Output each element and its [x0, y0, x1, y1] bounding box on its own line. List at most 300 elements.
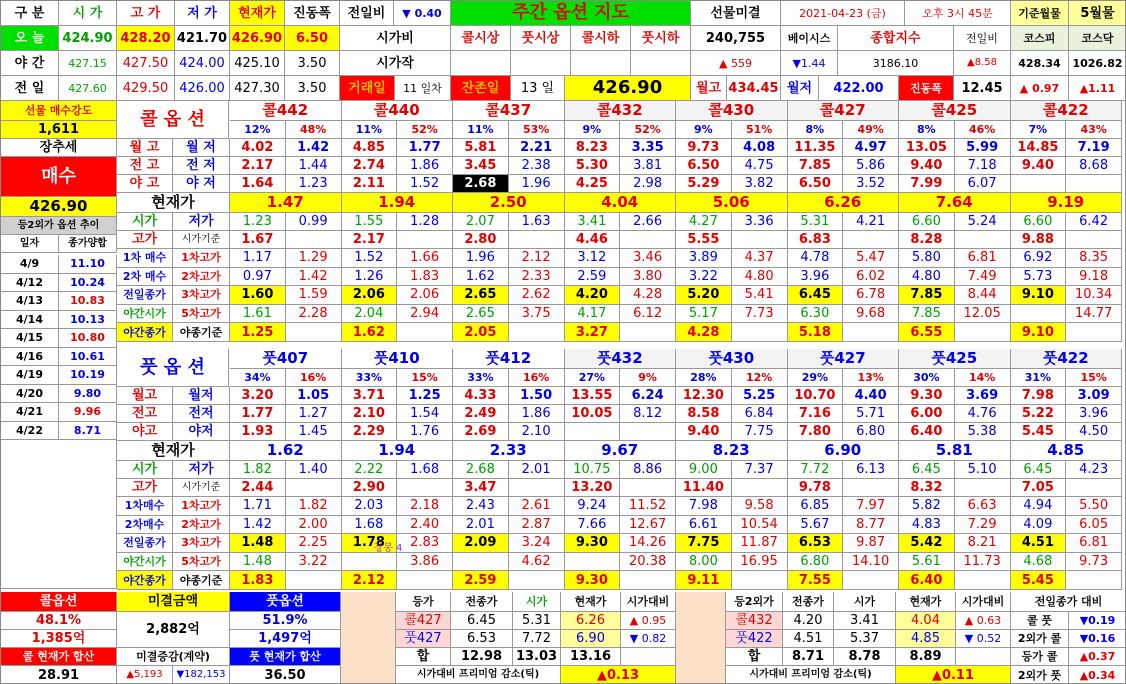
night-low: 1.52 — [397, 175, 453, 193]
t2-foot-label: 시가대비 프리미엄 감소(틱) — [726, 666, 896, 684]
pct-2: 12% — [732, 369, 788, 387]
opt-col-2: 콜시하 — [571, 26, 631, 51]
blank — [397, 231, 453, 249]
prev-high: 6.00 — [899, 405, 955, 423]
option-name[interactable]: 콜425 — [899, 101, 1011, 121]
pct-2: 51% — [732, 121, 788, 139]
open-price: 9.00 — [676, 461, 732, 479]
row-val-right: 1.83 — [397, 268, 453, 287]
row-val-right: 1.42 — [286, 268, 342, 287]
prev-high: 8.58 — [676, 405, 732, 423]
chg-label: 미결증감(계약) — [117, 648, 230, 666]
row-val-right: 8.44 — [955, 286, 1011, 305]
row-val-left: 1.62 — [342, 323, 398, 342]
row-val-left: 6.45 — [788, 286, 844, 305]
hist-sum: 8.71 — [59, 422, 117, 441]
row-val-left: 7.98 — [676, 497, 732, 516]
prev-low: 1.86 — [397, 157, 453, 175]
option-name[interactable]: 풋425 — [899, 349, 1011, 369]
put-opt-label: 풋옵션 — [230, 592, 341, 612]
row-val-right: 3.75 — [509, 305, 565, 324]
open-price: 10.75 — [565, 461, 621, 479]
row-val-right: 2.12 — [509, 249, 565, 268]
open-price: 1.23 — [230, 213, 286, 231]
row-val-right: 5.41 — [732, 286, 788, 305]
row-val-right — [620, 571, 676, 590]
low-price: 5.24 — [955, 213, 1011, 231]
row-val-right: 6.02 — [843, 268, 899, 287]
month-low: 7.19 — [1066, 139, 1122, 157]
night-low — [620, 423, 676, 441]
kosdaq-change: ▲1.11 — [1069, 76, 1126, 101]
row-val-left: 5.82 — [899, 497, 955, 516]
low-price: 1.68 — [397, 461, 453, 479]
low-price: 6.13 — [843, 461, 899, 479]
call-sum: 28.91 — [1, 666, 117, 684]
month-low: 3.69 — [955, 387, 1011, 405]
row-0-go: 428.20 — [117, 26, 175, 51]
row-val-right: 4.37 — [732, 249, 788, 268]
t1-sum: 12.98 — [451, 648, 513, 666]
blank — [1066, 231, 1122, 249]
hist-date: 4/9 — [1, 255, 59, 274]
current-price: 9.19 — [1011, 193, 1123, 213]
total-amt: 2,882억 — [117, 612, 230, 648]
night-high: 5.29 — [676, 175, 732, 193]
blank — [732, 479, 788, 497]
row-val-right: 7.29 — [955, 516, 1011, 535]
header-jeo: 저 가 — [175, 1, 230, 26]
option-name[interactable]: 풋407 — [230, 349, 342, 369]
row-val-right: 9.58 — [732, 497, 788, 516]
row-0-si: 424.90 — [59, 26, 117, 51]
low-price: 5.10 — [955, 461, 1011, 479]
opt-blank-3 — [631, 51, 691, 76]
row-val-right — [509, 323, 565, 342]
t2-sum: 등가 콜 — [1011, 648, 1069, 666]
sub-hi-label: 야고 — [117, 423, 173, 441]
low-price: 3.36 — [732, 213, 788, 231]
high-price: 4.46 — [565, 231, 621, 249]
cur-label: 현재가 — [117, 193, 230, 213]
t1-head: 전종가 — [451, 592, 513, 612]
t2-sum: ▲0.37 — [1069, 648, 1126, 666]
row-label-right: 2차고가 — [173, 516, 230, 535]
row-label-left: 2차 매수 — [117, 268, 173, 287]
row-val-left: 1.83 — [230, 571, 286, 590]
night-low: 5.38 — [955, 423, 1011, 441]
index-label: 종합지수 — [838, 26, 954, 51]
row-val-left: 1.48 — [230, 534, 286, 553]
row-2-jeo: 426.00 — [175, 76, 230, 101]
hist-sum: 11.10 — [59, 255, 117, 274]
hist-date: 4/13 — [1, 292, 59, 311]
hist-date: 4/22 — [1, 422, 59, 441]
t2-cell: 콜432 — [726, 612, 783, 630]
basis-value: ▼1.44 — [781, 51, 838, 76]
row-val-right: 6.81 — [1066, 534, 1122, 553]
row-val-right: 3.46 — [620, 249, 676, 268]
row-val-left: 2.05 — [453, 323, 509, 342]
t2-head-prev: 전일종가 대비 — [1011, 592, 1126, 612]
month-low: 1.05 — [286, 387, 342, 405]
row-val-left: 6.53 — [788, 534, 844, 553]
put-sum-label: 풋 현재가 합산 — [230, 648, 341, 666]
t1-foot-label: 시가대비 프리미엄 감소(틱) — [396, 666, 561, 684]
night-high: 2.11 — [342, 175, 398, 193]
index-prev-label: 전일비 — [954, 26, 1011, 51]
high-price: 3.47 — [453, 479, 509, 497]
t1-cell: 6.45 — [451, 612, 513, 630]
index-change: ▲8.58 — [954, 51, 1011, 76]
header-si: 시 가 — [59, 1, 117, 26]
current-price: 6.90 — [788, 441, 900, 461]
row-val-left: 3.12 — [565, 249, 621, 268]
open-price: 5.31 — [788, 213, 844, 231]
hist-date: 4/19 — [1, 366, 59, 385]
call-opt-label: 콜옵션 — [1, 592, 117, 612]
open-price: 2.07 — [453, 213, 509, 231]
row-val-left: 3.22 — [676, 268, 732, 287]
night-low — [1066, 175, 1122, 193]
put-amt: 1,497억 — [230, 630, 341, 648]
hist-sum: 10.80 — [59, 329, 117, 348]
t1-foot-value: ▲0.13 — [561, 666, 676, 684]
prev-low: 1.54 — [397, 405, 453, 423]
row-val-left: 7.85 — [899, 286, 955, 305]
pct-2: 16% — [509, 369, 565, 387]
row-val-right: 14.77 — [1066, 305, 1122, 324]
row-val-right: 2.00 — [286, 516, 342, 535]
row-label-left: 1차매수 — [117, 497, 173, 516]
t2-cell: ▼0.16 — [1069, 630, 1126, 648]
pct-2: 52% — [397, 121, 453, 139]
month-high-value: 434.45 — [727, 76, 781, 101]
row-val-left: 9.11 — [676, 571, 732, 590]
row-val-left: 4.17 — [565, 305, 621, 324]
pct-1: 27% — [565, 369, 621, 387]
t2-cell: 2외가 콜 — [1011, 630, 1069, 648]
row-val-left: 1.60 — [230, 286, 286, 305]
row-val-right: 12.67 — [620, 516, 676, 535]
blank — [509, 479, 565, 497]
t2-cell: 4.20 — [783, 612, 834, 630]
t2-sum: 8.71 — [783, 648, 834, 666]
open-price: 1.55 — [342, 213, 398, 231]
row-val-left: 6.30 — [788, 305, 844, 324]
row-val-left: 6.85 — [788, 497, 844, 516]
month-low: 1.50 — [509, 387, 565, 405]
sub-lo-label: 월저 — [173, 387, 230, 405]
option-name[interactable]: 풋432 — [565, 349, 677, 369]
low-price: 4.23 — [1066, 461, 1122, 479]
row-val-right: 2.87 — [509, 516, 565, 535]
night-high: 9.40 — [676, 423, 732, 441]
row-val-right: 3.86 — [397, 553, 453, 572]
row-label-left: 야간종가 — [117, 323, 173, 342]
row-val-left: 2.65 — [453, 286, 509, 305]
row-val-left: 4.94 — [1011, 497, 1067, 516]
opt-blank-2 — [571, 51, 631, 76]
row-val-right: 14.10 — [843, 553, 899, 572]
night-low: 2.10 — [509, 423, 565, 441]
row-val-right: 7.73 — [732, 305, 788, 324]
month-value: 5월물 — [1069, 1, 1126, 26]
current-price: 8.23 — [676, 441, 788, 461]
night-high — [1011, 175, 1067, 193]
row-1-label: 야 간 — [1, 51, 59, 76]
month-low: 1.77 — [397, 139, 453, 157]
night-high: 1.93 — [230, 423, 286, 441]
open-price: 2.22 — [342, 461, 398, 479]
row-val-left: 6.40 — [899, 571, 955, 590]
high-price: 13.20 — [565, 479, 621, 497]
t2-cell: 콜 풋 — [1011, 612, 1069, 630]
night-low: 7.75 — [732, 423, 788, 441]
row-val-right: 7.49 — [955, 268, 1011, 287]
row-val-left: 5.17 — [676, 305, 732, 324]
low-price: 0.99 — [286, 213, 342, 231]
row-val-right — [620, 323, 676, 342]
blank — [955, 231, 1011, 249]
row-val-left: 4.20 — [565, 286, 621, 305]
t2-cell: 4.04 — [896, 612, 956, 630]
row-val-right — [843, 571, 899, 590]
month-low: 3.35 — [620, 139, 676, 157]
t1-sum: 13.03 — [513, 648, 561, 666]
hist-date: 4/20 — [1, 385, 59, 404]
current-price: 1.47 — [230, 193, 342, 213]
t2-cell: 4.51 — [783, 630, 834, 648]
row-val-right: 5.50 — [1066, 497, 1122, 516]
t2-foot-r-value: ▲0.34 — [1069, 666, 1126, 684]
low-price: 1.63 — [509, 213, 565, 231]
low-price: 6.42 — [1066, 213, 1122, 231]
pct-1: 11% — [453, 121, 509, 139]
kosdaq-value: 1026.82 — [1069, 51, 1126, 76]
row-label-right: 야종기준 — [173, 323, 230, 342]
prev-high: 10.05 — [565, 405, 621, 423]
header-gu: 구 분 — [1, 1, 59, 26]
prev-label: 전일비 — [340, 1, 394, 26]
t2-sum: 8.78 — [834, 648, 896, 666]
option-name[interactable]: 풋430 — [676, 349, 788, 369]
high-price: 6.83 — [788, 231, 844, 249]
pct-1: 33% — [342, 369, 398, 387]
date-col: 일자 — [1, 235, 59, 253]
index-value: 3186.10 — [838, 51, 954, 76]
t1-head: 현재가 — [561, 592, 621, 612]
row-val-left: 6.55 — [899, 323, 955, 342]
low-price: 1.28 — [397, 213, 453, 231]
pct-2: 43% — [1066, 121, 1122, 139]
row-val-right: 5.47 — [843, 249, 899, 268]
row-val-right — [286, 571, 342, 590]
open-price: 7.72 — [788, 461, 844, 479]
option-name[interactable]: 콜422 — [1011, 101, 1123, 121]
row-val-left: 1.62 — [453, 268, 509, 287]
pct-2: 15% — [1066, 369, 1122, 387]
pct-1: 7% — [1011, 121, 1067, 139]
pct-2: 9% — [620, 369, 676, 387]
row-val-left: 1.17 — [230, 249, 286, 268]
month-low: 3.09 — [1066, 387, 1122, 405]
row-2-cur: 427.30 — [230, 76, 285, 101]
row-val-left: 4.80 — [899, 268, 955, 287]
night-low: 6.80 — [843, 423, 899, 441]
row-0-amp: 6.50 — [285, 26, 340, 51]
month-high: 3.71 — [342, 387, 398, 405]
pct-2: 49% — [843, 121, 899, 139]
chg-put: ▼182,153 — [173, 666, 230, 684]
row-val-right: 3.22 — [286, 553, 342, 572]
row-val-left: 3.96 — [788, 268, 844, 287]
std-label: 시가기준 — [173, 479, 230, 497]
row-val-left: 2.09 — [453, 534, 509, 553]
left-empty — [1, 439, 117, 589]
month-high: 10.70 — [788, 387, 844, 405]
row-val-left: 9.10 — [1011, 323, 1067, 342]
sijak: 시가작 — [340, 51, 451, 76]
row-label-left: 야간시가 — [117, 553, 173, 572]
option-name[interactable]: 콜440 — [342, 101, 454, 121]
row-val-left: 0.97 — [230, 268, 286, 287]
night-high: 2.29 — [342, 423, 398, 441]
night-low: 4.50 — [1066, 423, 1122, 441]
t2-head: 등2외가 — [726, 592, 783, 612]
pct-2: 16% — [286, 369, 342, 387]
row-label-right: 야종기준 — [173, 571, 230, 590]
fut-current: 426.90 — [565, 76, 691, 101]
prev-high: 3.45 — [453, 157, 509, 175]
spacer-1 — [341, 592, 396, 684]
night-low: 1.23 — [286, 175, 342, 193]
sub-lo-label: 전 저 — [173, 157, 230, 175]
open-price: 6.60 — [1011, 213, 1067, 231]
prev-low: 5.71 — [843, 405, 899, 423]
go-label: 고가 — [117, 479, 173, 497]
low-price: 1.40 — [286, 461, 342, 479]
sub-hi-label: 전고 — [117, 405, 173, 423]
option-name[interactable]: 콜437 — [453, 101, 565, 121]
header-amp: 진동폭 — [285, 1, 340, 26]
t2-cell: 4.85 — [896, 630, 956, 648]
option-name[interactable]: 콜432 — [565, 101, 677, 121]
prev-low: 4.75 — [732, 157, 788, 175]
amp-label: 진동폭 — [899, 76, 954, 101]
row-val-right: 1.66 — [397, 249, 453, 268]
row-2-amp: 3.50 — [285, 76, 340, 101]
t2-cell: ▼0.19 — [1069, 612, 1126, 630]
blank — [620, 479, 676, 497]
row-val-right — [1066, 571, 1122, 590]
option-name[interactable]: 풋412 — [453, 349, 565, 369]
row-val-left: 5.20 — [676, 286, 732, 305]
row-val-left: 1.78 — [342, 534, 398, 553]
put-sum: 36.50 — [230, 666, 341, 684]
row-val-right: 9.18 — [1066, 268, 1122, 287]
row-val-left: 1.42 — [230, 516, 286, 535]
option-name[interactable]: 콜442 — [230, 101, 342, 121]
row-val-left: 1.68 — [342, 516, 398, 535]
kospi-value: 428.34 — [1011, 51, 1069, 76]
pct-2: 13% — [843, 369, 899, 387]
option-name[interactable]: 콜430 — [676, 101, 788, 121]
open-price: 6.45 — [899, 461, 955, 479]
hist-sum: 9.80 — [59, 385, 117, 404]
trade-day-value: 11 일차 — [395, 76, 451, 101]
pct-1: 29% — [788, 369, 844, 387]
t1-cell: 6.90 — [561, 630, 621, 648]
night-high: 7.99 — [899, 175, 955, 193]
option-name[interactable]: 풋422 — [1011, 349, 1123, 369]
blank — [620, 231, 676, 249]
high-price: 2.80 — [453, 231, 509, 249]
row-val-right: 4.80 — [732, 268, 788, 287]
row-val-right: 10.34 — [1066, 286, 1122, 305]
call-sum-label: 콜 현재가 합산 — [1, 648, 117, 666]
option-name[interactable]: 풋427 — [788, 349, 900, 369]
open-price: 6.60 — [899, 213, 955, 231]
t1-head: 시가대비 — [621, 592, 676, 612]
high-price: 2.44 — [230, 479, 286, 497]
prev-low: 4.76 — [955, 405, 1011, 423]
month-low-label: 월저 — [781, 76, 819, 101]
t1-sum: 합 — [396, 648, 451, 666]
row-label-left: 1차 매수 — [117, 249, 173, 268]
hist-date: 4/14 — [1, 311, 59, 330]
prev-low: 7.18 — [955, 157, 1011, 175]
spacer-2 — [676, 592, 726, 684]
month-high: 9.73 — [676, 139, 732, 157]
month-low: 2.21 — [509, 139, 565, 157]
pct-1: 12% — [230, 121, 286, 139]
row-val-right: 2.40 — [397, 516, 453, 535]
option-name[interactable]: 콜427 — [788, 101, 900, 121]
signal-badge[interactable]: 매수 — [1, 157, 117, 197]
prev-high: 2.17 — [230, 157, 286, 175]
row-val-left: 2.59 — [453, 571, 509, 590]
kospi-change: ▲ 0.97 — [1011, 76, 1069, 101]
pct-1: 9% — [565, 121, 621, 139]
row-val-right: 1.29 — [286, 249, 342, 268]
prev-low: 6.84 — [732, 405, 788, 423]
sub-lo-label: 전저 — [173, 405, 230, 423]
pct-1: 28% — [676, 369, 732, 387]
option-name[interactable]: 풋410 — [342, 349, 454, 369]
prev-high: 2.10 — [342, 405, 398, 423]
pct-2: 15% — [397, 369, 453, 387]
row-val-right: 12.05 — [955, 305, 1011, 324]
t1-head: 시가 — [513, 592, 561, 612]
unsettled-label: 미결금액 — [117, 592, 230, 612]
row-val-left: 9.30 — [565, 571, 621, 590]
row-label-right: 1차고가 — [173, 497, 230, 516]
amp-value: 12.45 — [954, 76, 1011, 101]
row-val-right: 4.62 — [509, 553, 565, 572]
t2-foot-value: ▲0.11 — [896, 666, 1011, 684]
t1-head: 등가 — [396, 592, 451, 612]
row-val-left: 2.01 — [453, 516, 509, 535]
put-title: 풋 옵 션 — [117, 349, 229, 387]
jeo-label: 저가 — [173, 213, 230, 231]
opt-blank-0 — [451, 51, 511, 76]
month-high: 7.98 — [1011, 387, 1067, 405]
trade-day-label: 거래일 — [340, 76, 395, 101]
month-high: 12.30 — [676, 387, 732, 405]
row-2-si: 427.60 — [59, 76, 117, 101]
blank — [732, 231, 788, 249]
